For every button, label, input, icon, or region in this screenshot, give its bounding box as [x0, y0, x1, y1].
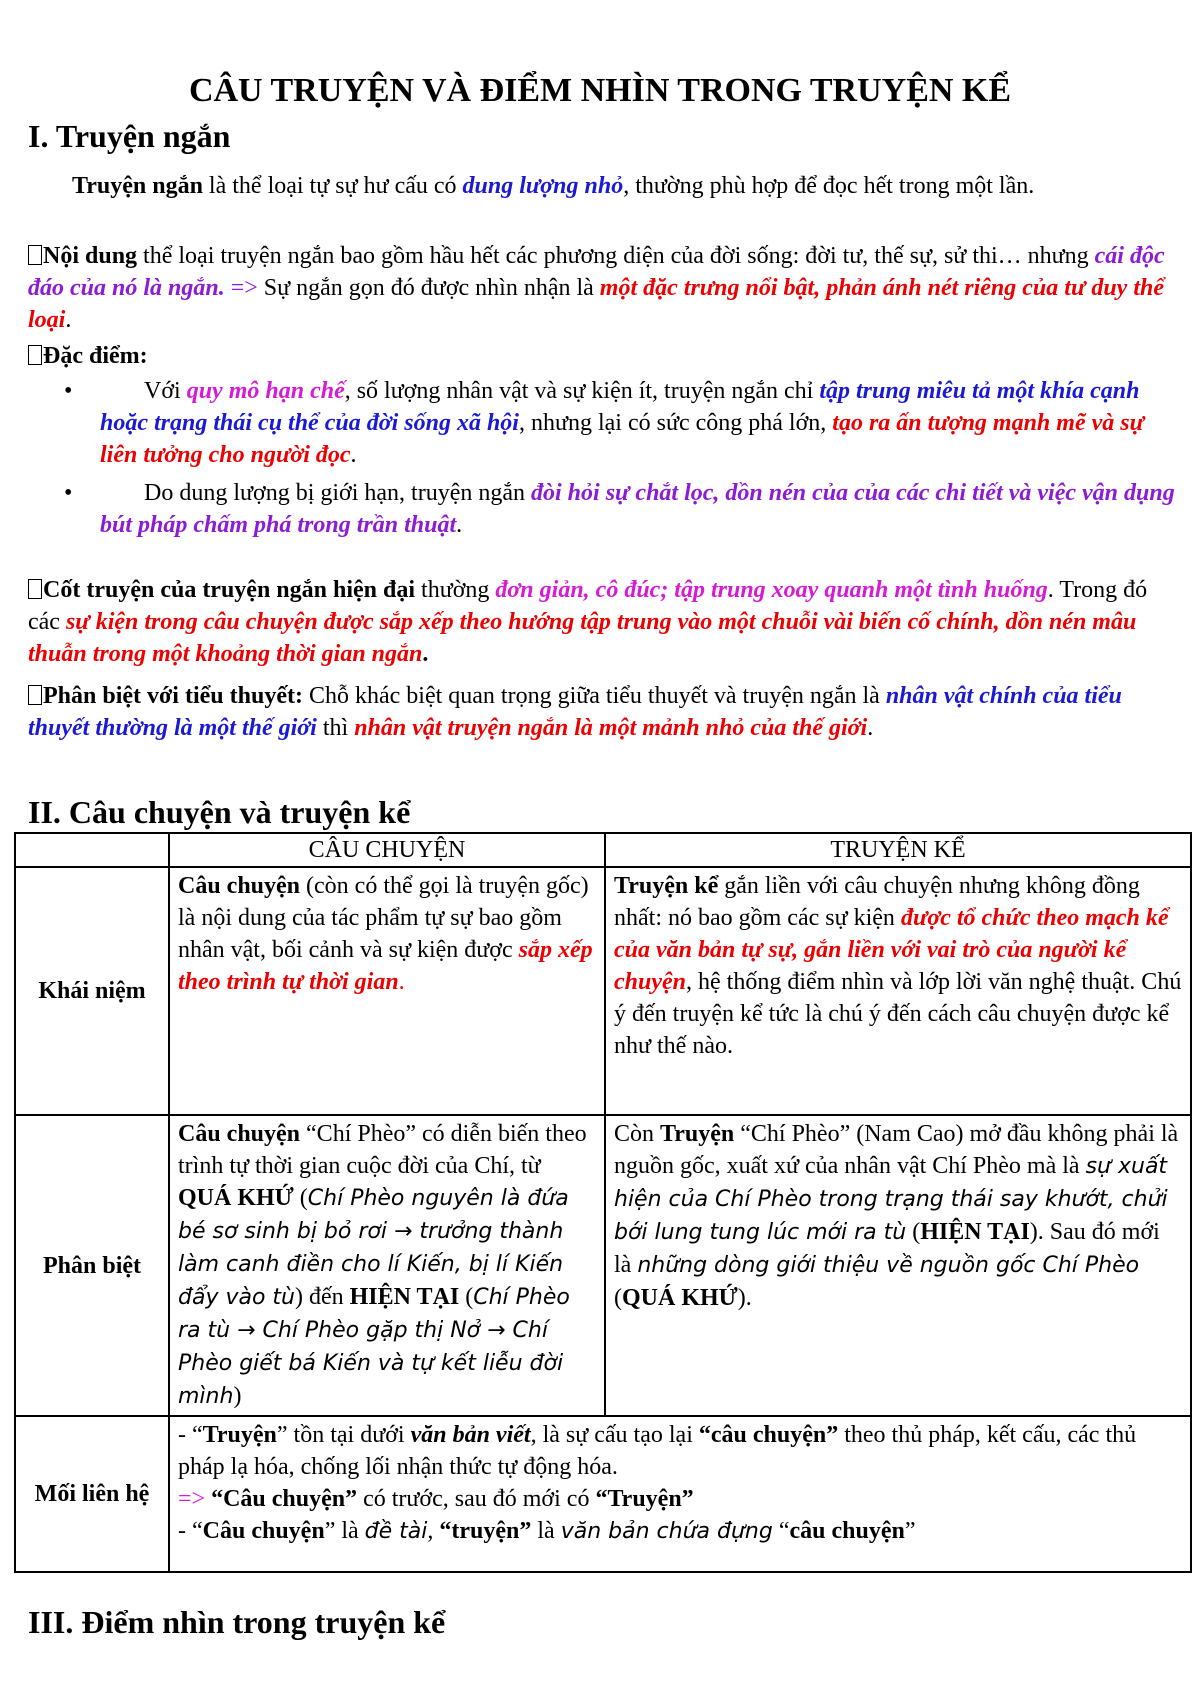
table-cell: Câu chuyện “Chí Phèo” có diễn biến theo trình tự thời gian cuộc đời của Chí, từ QUÁ KHỨ (Chí Phèo nguyên là đứa bé sơ sinh bị bỏ rơi → trưởng thành làm canh điền cho lí Kiến, bị lí Kiến đẩy vào tù) đến HIỆN TẠI (Chí Phèo ra tù → Chí Phèo gặp thị Nở → Chí Phèo giết bá Kiến và tự kết liễu đời mình) [169, 1115, 605, 1416]
paragraph-plot: Cốt truyện của truyện ngắn hiện đại thường đơn giản, cô đúc; tập trung xoay quanh một tình huống. Trong đó các sự kiện trong câu chuyện được sắp xếp theo hướng tập trung vào một chuỗi vài biến cố chính, dồn nén mâu thuẫn trong một khoảng thời gian ngắn. [28, 577, 1148, 667]
table-header-cau-chuyen: CÂU CHUYỆN [169, 833, 605, 867]
table-cell-merged [169, 1416, 1191, 1572]
list-item: • Với quy mô hạn chế, số lượng nhân vật và sự kiện ít, truyện ngắn chỉ tập trung miêu tả một khía cạnh hoặc trạng thái cụ thể của đời sống xã hội, nhưng lại có sức công phá lớn, tạo ra ấn tượng mạnh mẽ và sự liên tưởng cho người đọc. [28, 375, 1178, 471]
bullet-dot-icon: • [64, 378, 73, 404]
table-header-empty [15, 833, 169, 867]
relation-line-3: - “Câu chuyện” là đề tài, “truyện” là văn bản chứa đựng “câu chuyện” [178, 1518, 916, 1544]
row-head-khai-niem: Khái niệm [15, 867, 169, 1115]
section-2-heading: II. Câu chuyện và truyện kể [28, 794, 411, 830]
list-item: • Do dung lượng bị giới hạn, truyện ngắn đòi hỏi sự chắt lọc, dồn nén của của các chi tiết và việc vận dụng bút pháp chấm phá trong trần thuật. [28, 477, 1178, 541]
paragraph-definition: Truyện ngắn là thể loại tự sự hư cấu có dung lượng nhỏ, thường phù hợp để đọc hết trong một lần. [72, 173, 1035, 199]
row-head-moi-lien-he: Mối liên hệ [15, 1416, 169, 1572]
table-header-row [15, 833, 1191, 867]
document-title: CÂU TRUYỆN VÀ ĐIỂM NHÌN TRONG TRUYỆN KỂ [188, 72, 1012, 109]
comparison-table [14, 832, 1192, 1573]
table-cell: Câu chuyện (còn có thể gọi là truyện gốc) là nội dung của tác phẩm tự sự bao gồm nhân vật, bối cảnh và sự kiện được sắp xếp theo trình tự thời gian. [169, 867, 605, 1115]
missing-glyph-box-icon [28, 345, 42, 365]
bullet-dot-icon: • [64, 480, 73, 506]
missing-glyph-box-icon [28, 245, 42, 265]
section-3-heading: III. Điểm nhìn trong truyện kể [28, 1604, 446, 1640]
relation-line-2: => “Câu chuyện” có trước, sau đó mới có “Truyện” [178, 1486, 694, 1512]
table-header-truyen-ke: TRUYỆN KỂ [605, 833, 1191, 867]
paragraph-distinction: Phân biệt với tiểu thuyết: Chỗ khác biệt quan trọng giữa tiểu thuyết và truyện ngắn là nhân vật chính của tiểu thuyết thường là một thế giới thì nhân vật truyện ngắn là một mảnh nhỏ của thế giới. [28, 683, 1122, 741]
features-list [28, 375, 1178, 547]
missing-glyph-box-icon [28, 579, 42, 599]
missing-glyph-box-icon [28, 685, 42, 705]
table-cell: Truyện kể gắn liền với câu chuyện nhưng không đồng nhất: nó bao gồm các sự kiện được tổ chức theo mạch kể của văn bản tự sự, gắn liền với vai trò của người kể chuyện, hệ thống điểm nhìn và lớp lời văn nghệ thuật. Chú ý đến truyện kể tức là chú ý đến cách câu chuyện được kể như thế nào. [605, 867, 1191, 1115]
table-cell: Còn Truyện “Chí Phèo” (Nam Cao) mở đầu không phải là nguồn gốc, xuất xứ của nhân vật Chí Phèo mà là sự xuất hiện của Chí Phèo trong trạng thái say khướt, chửi bới lung tung lúc mới ra tù (HIỆN TẠI). Sau đó mới là những dòng giới thiệu về nguồn gốc Chí Phèo (QUÁ KHỨ). [605, 1115, 1191, 1416]
paragraph-features-label: Đặc điểm: [28, 340, 1178, 372]
table-row [15, 867, 1191, 1115]
paragraph-content: Nội dung thể loại truyện ngắn bao gồm hầu hết các phương diện của đời sống: đời tư, thế sự, sử thi… nhưng cái độc đáo của nó là ngắn. => Sự ngắn gọn đó được nhìn nhận là một đặc trưng nổi bật, phản ánh nét riêng của tư duy thể loại. [28, 243, 1165, 333]
table-row [15, 1416, 1191, 1572]
table-row [15, 1115, 1191, 1416]
section-1-heading: I. Truyện ngắn [28, 118, 231, 154]
row-head-phan-biet: Phân biệt [15, 1115, 169, 1416]
relation-line-1: - “Truyện” tồn tại dưới văn bản viết, là sự cấu tạo lại “câu chuyện” theo thủ pháp, kết cấu, các thủ pháp lạ hóa, chống lối nhận thức tự động hóa. [178, 1422, 1137, 1480]
